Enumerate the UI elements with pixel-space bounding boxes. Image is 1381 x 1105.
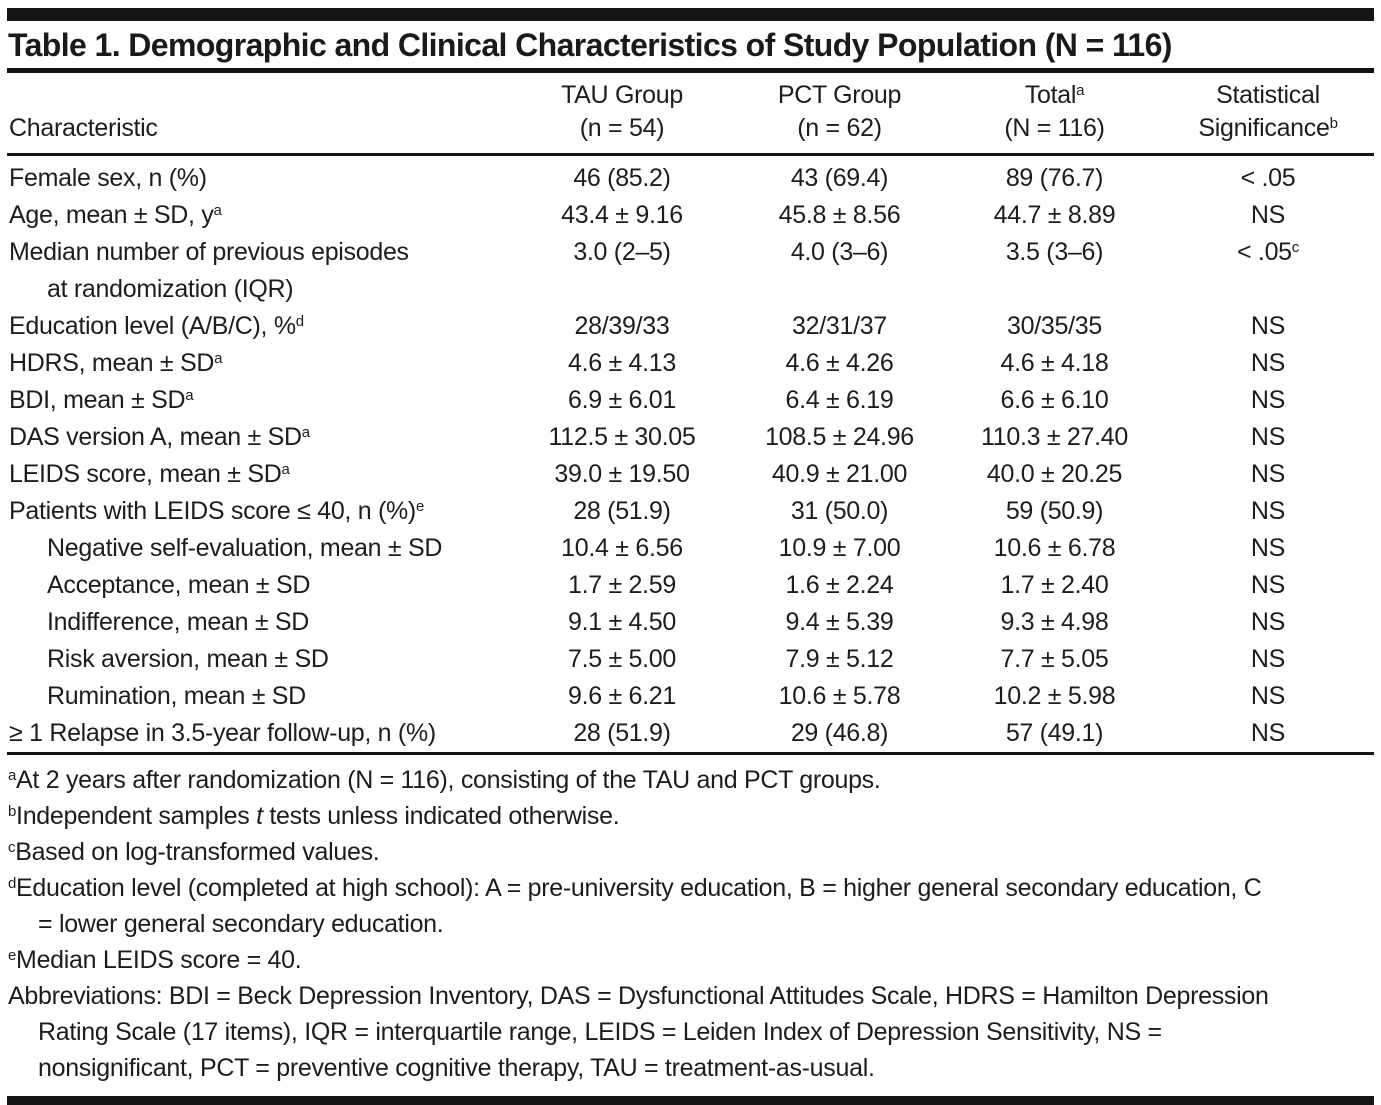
pct-value: 10.9 ± 7.00 xyxy=(778,534,901,562)
tau-value: 9.6 ± 6.21 xyxy=(567,682,677,710)
pct-value: 32/31/37 xyxy=(792,312,887,340)
stat-sig-header-line2 xyxy=(1162,112,1374,145)
table-row-das-version-a xyxy=(7,419,1374,456)
table-row-education-level xyxy=(7,308,1374,345)
footnote-b: $^b$Independent samples t tests unless indicated otherwise. xyxy=(8,802,620,830)
pct-value: 1.6 ± 2.24 xyxy=(785,571,894,599)
table-row-negative-self-evaluation xyxy=(7,530,1374,567)
table-row-rumination xyxy=(7,678,1374,715)
pct-value: 4.6 ± 4.26 xyxy=(785,349,894,377)
row-label: LEIDS score, mean ± $SD^a$ xyxy=(9,460,290,488)
tau-group-header-line2: (n = 54) xyxy=(579,114,665,142)
characteristics-table xyxy=(7,73,1374,752)
significance-value: < .05$^c$ xyxy=(1236,238,1299,266)
column-header-characteristic xyxy=(7,73,512,155)
row-label: Female sex, n (%) xyxy=(9,164,207,192)
pct-value: 43 (69.4) xyxy=(790,164,889,192)
total-value: 89 (76.7) xyxy=(1005,164,1104,192)
stat-sig-header-line1: Statistical xyxy=(1216,81,1320,109)
tau-value: 39.0 ± 19.50 xyxy=(554,460,690,488)
significance-value: NS xyxy=(1250,497,1286,525)
pct-value: 40.9 ± 21.00 xyxy=(771,460,908,488)
italic-t: t xyxy=(256,802,263,830)
significance-value: NS xyxy=(1250,682,1286,710)
pct-group-header-line1: PCT Group xyxy=(777,81,902,109)
table-row-hdrs xyxy=(7,345,1374,382)
significance-value: NS xyxy=(1250,423,1286,451)
characteristic-header-label: Characteristic xyxy=(9,114,158,142)
footnote-marker-d: d xyxy=(8,874,17,892)
header-row xyxy=(7,73,1374,155)
row-label: Risk aversion, mean ± SD xyxy=(47,645,329,673)
pct-value: 31 (50.0) xyxy=(790,497,889,525)
column-header-total xyxy=(947,73,1162,155)
pct-value: 45.8 ± 8.56 xyxy=(778,201,901,229)
row-label: HDRS, mean ± $SD^a$ xyxy=(9,349,223,377)
tau-value: 28 (51.9) xyxy=(573,719,671,747)
row-label: DAS version A, mean ± $SD^a$ xyxy=(9,423,310,451)
table-row-acceptance xyxy=(7,567,1374,604)
footnote-c: $^c$Based on log-transformed values. xyxy=(8,838,380,866)
total-value: 6.6 ± 6.10 xyxy=(1000,386,1109,414)
significance-value: NS xyxy=(1250,534,1286,562)
pct-value: 9.4 ± 5.39 xyxy=(785,608,894,636)
table-row-median-previous-episodes xyxy=(7,234,1374,308)
row-label: ≥ 1 Relapse in 3.5-year follow-up, n (%) xyxy=(9,719,436,747)
footnote-e: $^e$Median LEIDS score = 40. xyxy=(8,946,302,974)
total-value: 30/35/35 xyxy=(1007,312,1102,340)
pct-value: 10.6 ± 5.78 xyxy=(778,682,901,710)
significance-value: NS xyxy=(1250,349,1286,377)
row-label: BDI, mean ± $SD^a$ xyxy=(9,386,194,414)
row-label: Education level (A/B/C), %$^d$ xyxy=(9,312,304,340)
pct-group-header-line2: (n = 62) xyxy=(797,114,882,142)
total-value: 57 (49.1) xyxy=(1005,719,1104,747)
significance-value: NS xyxy=(1250,608,1286,636)
footnote-a: $^a$At 2 years after randomization (N = 116), consisting of the TAU and PCT groups. xyxy=(8,766,881,794)
footnote-abbreviations: Abbreviations: BDI = Beck Depression Inventory, DAS = Dysfunctional Attitudes Scale, HDRS = Hamilton Depression Rating Scale (17 items), IQR = interquartile range, LEIDS = Leiden Index of Depression Sensitivity, NS = nonsignificant, PCT = preventive cognitive therapy, TAU = treatment-as-usual. xyxy=(8,982,1269,1082)
total-value: 10.2 ± 5.98 xyxy=(993,682,1116,710)
tau-value: 10.4 ± 6.56 xyxy=(561,534,683,562)
tau-value: 112.5 ± 30.05 xyxy=(548,423,696,451)
total-value: 3.5 (3–6) xyxy=(1005,238,1104,266)
top-border-rule xyxy=(7,8,1374,21)
table-header xyxy=(7,73,1374,155)
table-row-bdi xyxy=(7,382,1374,419)
row-label: Age, mean ± SD, $y^a$ xyxy=(9,201,222,229)
total-value: 40.0 ± 20.25 xyxy=(986,460,1123,488)
total-header-line1 xyxy=(947,79,1162,112)
row-label: Negative self-evaluation, mean ± SD xyxy=(47,534,443,562)
table-row-relapse-followup xyxy=(7,715,1374,752)
row-label-continuation: at randomization (IQR) xyxy=(47,275,294,303)
total-header-footnote-marker: a xyxy=(1076,81,1085,99)
tau-value: 4.6 ± 4.13 xyxy=(567,349,677,377)
table-footnotes xyxy=(7,755,1272,1096)
row-label: Median number of previous episodes at randomization (IQR) xyxy=(7,234,512,308)
column-header-statistical-significance xyxy=(1162,73,1374,155)
tau-value: 7.5 ± 5.00 xyxy=(567,645,677,673)
total-value: 7.7 ± 5.05 xyxy=(1000,645,1109,673)
total-value: 44.7 ± 8.89 xyxy=(993,201,1116,229)
bottom-border-rule xyxy=(7,1096,1374,1105)
tau-value: 43.4 ± 9.16 xyxy=(561,201,683,229)
total-value: 110.3 ± 27.40 xyxy=(981,423,1128,451)
pct-value: 6.4 ± 6.19 xyxy=(785,386,894,414)
table-row-leids-score xyxy=(7,456,1374,493)
column-header-pct-group xyxy=(732,73,947,155)
significance-value: NS xyxy=(1250,201,1286,229)
table-row-patients-leids-le-40 xyxy=(7,493,1374,530)
row-label: Indifference, mean ± SD xyxy=(47,608,310,636)
row-label: Rumination, mean ± SD xyxy=(47,682,306,710)
tau-value: 28 (51.9) xyxy=(573,497,671,525)
significance-value: NS xyxy=(1250,386,1286,414)
tau-group-header-line1: TAU Group xyxy=(561,81,683,109)
table-row-age xyxy=(7,197,1374,234)
significance-value: NS xyxy=(1250,312,1286,340)
footnote-d: $^d$Education level (completed at high school): A = pre-university education, B = higher general secondary education, C = lower general secondary education. xyxy=(8,874,1262,938)
table-row-female-sex xyxy=(7,155,1374,198)
total-value: 9.3 ± 4.98 xyxy=(1000,608,1109,636)
table-row-indifference xyxy=(7,604,1374,641)
table-title: Table 1. Demographic and Clinical Characteristics of Study Population (N = 116) xyxy=(8,27,1172,63)
pct-value: 4.0 (3–6) xyxy=(790,238,889,266)
footnote-marker-c: c xyxy=(8,838,16,856)
significance-value: NS xyxy=(1250,460,1286,488)
tau-value: 28/39/33 xyxy=(574,312,670,340)
tau-value: 9.1 ± 4.50 xyxy=(567,608,677,636)
significance-value: NS xyxy=(1250,719,1286,747)
footnote-marker-e: e xyxy=(8,946,17,964)
tau-value: 46 (85.2) xyxy=(573,164,671,192)
pct-value: 7.9 ± 5.12 xyxy=(785,645,894,673)
total-header-line2: (N = 116) xyxy=(1004,114,1105,142)
total-value: 4.6 ± 4.18 xyxy=(1000,349,1109,377)
stat-sig-header-footnote-marker: b xyxy=(1329,114,1338,132)
pct-value: 29 (46.8) xyxy=(790,719,889,747)
significance-value: < .05 xyxy=(1240,164,1296,192)
table-body xyxy=(7,155,1374,753)
tau-value: 6.9 ± 6.01 xyxy=(567,386,677,414)
total-value: 59 (50.9) xyxy=(1005,497,1104,525)
total-value: 1.7 ± 2.40 xyxy=(1000,571,1109,599)
footnote-marker-b: b xyxy=(8,802,17,820)
table-row-risk-aversion xyxy=(7,641,1374,678)
footnote-marker-a: a xyxy=(8,766,17,784)
pct-value: 108.5 ± 24.96 xyxy=(765,423,914,451)
significance-value: NS xyxy=(1250,645,1286,673)
row-label: Acceptance, mean ± SD xyxy=(47,571,311,599)
tau-value: 3.0 (2–5) xyxy=(573,238,671,266)
column-header-tau-group xyxy=(512,73,732,155)
total-value: 10.6 ± 6.78 xyxy=(993,534,1116,562)
total-header-text: Total xyxy=(1024,81,1077,109)
stat-sig-header-text: Significance xyxy=(1198,114,1330,142)
tau-value: 1.7 ± 2.59 xyxy=(567,571,677,599)
significance-value: NS xyxy=(1250,571,1286,599)
row-label: Patients with LEIDS score ≤ 40, n (%)$^e$ xyxy=(9,497,425,525)
